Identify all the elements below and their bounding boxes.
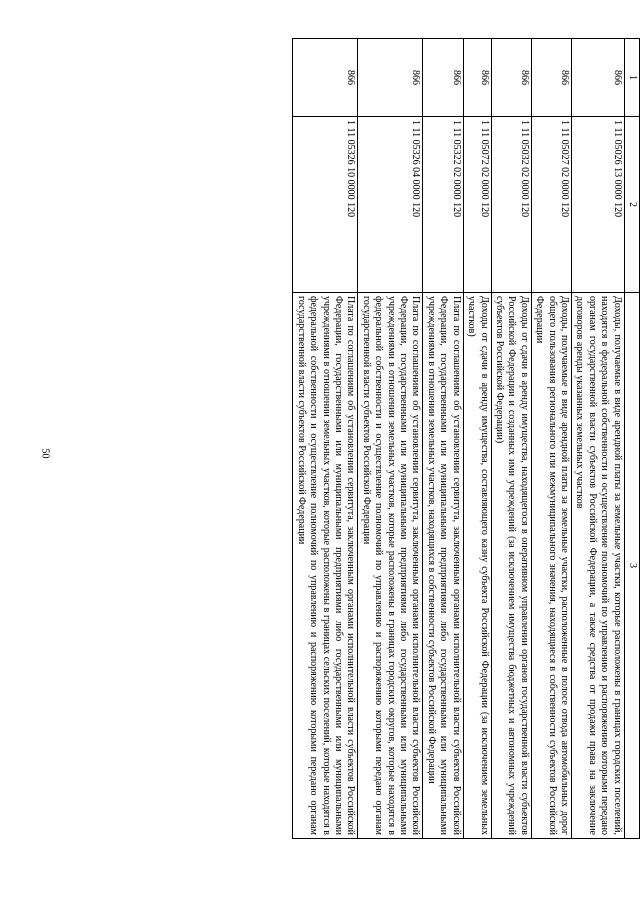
revenue-codes-table <box>292 38 640 839</box>
rotated-table-frame <box>80 38 640 838</box>
table-row <box>531 39 571 839</box>
table-row <box>423 39 463 839</box>
admin-code-cell: 866 <box>293 39 358 117</box>
revenue-description-cell: Плата по соглашениям об установлении сервитута, заключенным органами исполнительной власти субъектов Российской Федерации, государственными или муниципальными предприятиями либо государственными или муниципальными учреждениями в отношении земельных участков, которые расположены в границах сельских поселений, которые находятся в федеральной собственности и осуществление полномочий по управлению и распоряжению которыми передано органам государственной власти субъектов Российской Федерации <box>293 293 358 839</box>
table-row <box>293 39 358 839</box>
table-row <box>491 39 531 839</box>
revenue-description-cell: Доходы, получаемые в виде арендной платы за земельные участки, расположенные в полосе отвода автомобильных дорог общего пользования регионального или межмуниципального значения, находящиеся в собственности субъектов Российской Федерации <box>531 293 571 839</box>
table-row <box>571 39 624 839</box>
revenue-description-cell: Плата по соглашениям об установлении сервитута, заключенным органами исполнительной власти субъектов Российской Федерации, государственными или муниципальными предприятиями либо государственными или муниципальными учреждениями в отношении земельных участков, находящихся в собственности субъектов Российской Федерации <box>423 293 463 839</box>
revenue-code-cell: 1 11 05032 02 0000 120 <box>491 117 531 293</box>
revenue-code-cell: 1 11 05026 13 0000 120 <box>571 117 624 293</box>
revenue-description-cell: Доходы от сдачи в аренду имущества, составляющего казну субъекта Российской Федерации (за исключением земельных участков) <box>463 293 491 839</box>
revenue-code-cell: 1 11 05027 02 0000 120 <box>531 117 571 293</box>
admin-code-cell: 866 <box>531 39 571 117</box>
revenue-code-cell: 1 11 05326 10 0000 120 <box>293 117 358 293</box>
table-row <box>463 39 491 839</box>
admin-code-cell: 866 <box>491 39 531 117</box>
admin-code-cell: 866 <box>571 39 624 117</box>
table-row <box>358 39 423 839</box>
page-number: 50 <box>39 448 51 459</box>
column-header: 1 <box>624 39 639 117</box>
document-body <box>80 38 640 838</box>
column-header: 3 <box>624 293 639 839</box>
revenue-code-cell: 1 11 05326 04 0000 120 <box>358 117 423 293</box>
admin-code-cell: 866 <box>423 39 463 117</box>
admin-code-cell: 866 <box>358 39 423 117</box>
revenue-code-cell: 1 11 05322 02 0000 120 <box>423 117 463 293</box>
column-header: 2 <box>624 117 639 293</box>
table-header-row <box>624 39 639 839</box>
revenue-code-cell: 1 11 05072 02 0000 120 <box>463 117 491 293</box>
admin-code-cell: 866 <box>463 39 491 117</box>
revenue-description-cell: Доходы, получаемые в виде арендной платы за земельные участки, которые расположены в границах городских поселений, находятся в федеральной собственности и осуществление полномочий по управлению и распоряжению которыми передано органам государственной власти субъектов Российской Федерации, а также средства от продажи права на заключение договоров аренды указанных земельных участков <box>571 293 624 839</box>
revenue-description-cell: Плата по соглашениям об установлении сервитута, заключенным органами исполнительной власти субъектов Российской Федерации, государственными или муниципальными предприятиями либо государственными или муниципальными учреждениями в отношении земельных участков, которые расположены в границах городских округов, которые находятся в федеральной собственности и осуществление полномочий по управлению и распоряжению которыми передано органам государственной власти субъектов Российской Федерации <box>358 293 423 839</box>
revenue-description-cell: Доходы от сдачи в аренду имущества, находящегося в оперативном управлении органов государственной власти субъектов Российской Федерации и созданных ими учреждений (за исключением имущества бюджетных и автономных учреждений субъектов Российской Федерации) <box>491 293 531 839</box>
